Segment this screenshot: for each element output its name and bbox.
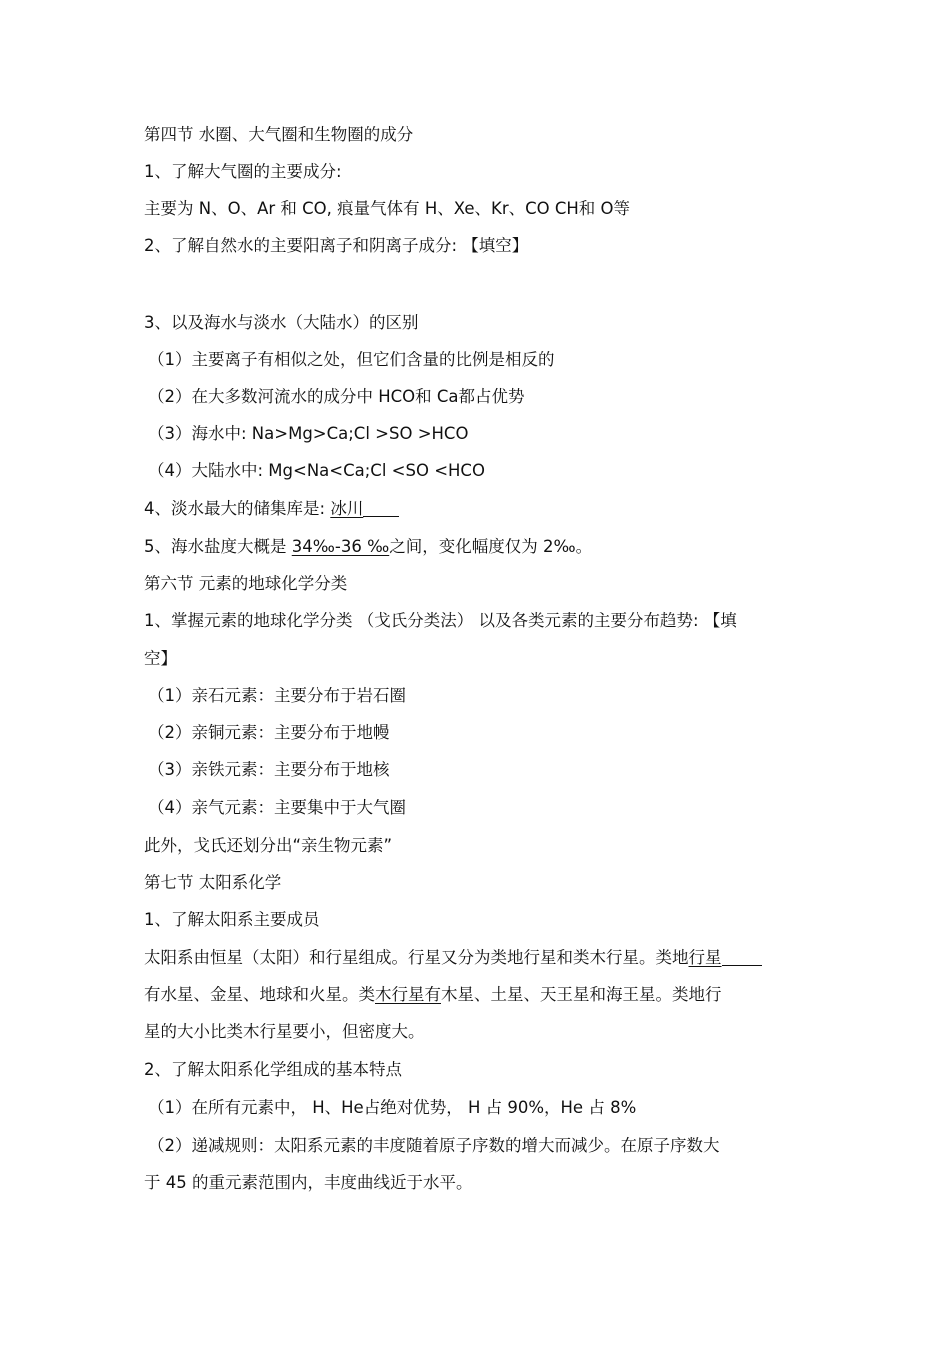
item-3-seawater-freshwater: 3、以及海水与淡水（大陆水）的区别 xyxy=(144,313,419,332)
para-2-underlined: 木行星有 xyxy=(375,985,441,1004)
para-2-text: 有水星、金星、地球和火星。类 xyxy=(144,985,375,1004)
salinity-answer: 34‰-36 ‰ xyxy=(291,537,390,556)
point-3-seawater: （3）海水中: Na>Mg>Ca;Cl >SO >HCO xyxy=(148,424,469,443)
siderophile: （3）亲铁元素：主要分布于地核 xyxy=(148,760,390,779)
chalcophile: （2）亲铜元素：主要分布于地幔 xyxy=(148,723,390,742)
reservoir-label: 4、淡水最大的储集库是: xyxy=(144,499,331,518)
biophile-note: 此外，戈氏还划分出“亲生物元素” xyxy=(144,836,393,855)
salinity-label: 5、海水盐度大概是 xyxy=(144,537,292,556)
point-1-ions: （1）主要离子有相似之处，但它们含量的比例是相反的 xyxy=(148,350,555,369)
atmophile: （4）亲气元素：主要集中于大气圈 xyxy=(148,798,406,817)
item-2-composition: 2、了解太阳系化学组成的基本特点 xyxy=(144,1060,402,1079)
item-4-reservoir xyxy=(144,498,812,520)
section-heading-7: 第七节 太阳系化学 xyxy=(144,873,282,892)
section-heading-6: 第六节 元素的地球化学分类 xyxy=(144,574,348,593)
para-1-underlined: 行星 xyxy=(688,948,722,967)
point-4-continental-water: （4）大陆水中: Mg<Na<Ca;Cl <SO <HCO xyxy=(148,461,485,480)
para-2-rest: 木星、土星、天王星和海王星。类地行 xyxy=(441,985,722,1004)
salinity-rest: 之间，变化幅度仅为 2‰。 xyxy=(389,537,593,556)
point-2-river-water: （2）在大多数河流水的成分中 HCO和 Ca都占优势 xyxy=(148,387,525,406)
decrease-rule-cont: 于 45 的重元素范围内，丰度曲线近于水平。 xyxy=(144,1173,473,1192)
section-heading-4: 第四节 水圈、大气圈和生物圈的成分 xyxy=(144,125,414,144)
item-2-natural-water: 2、了解自然水的主要阳离子和阴离子成分: 【填空】 xyxy=(144,236,529,255)
item-1-atmosphere: 1、了解大气圈的主要成分: xyxy=(144,162,342,181)
decrease-rule: （2）递减规则：太阳系元素的丰度随着原子序数的增大而减少。在原子序数大 xyxy=(148,1136,720,1155)
atmosphere-composition: 主要为 N、O、Ar 和 CO, 痕量气体有 H、Xe、Kr、CO CH和 O等 xyxy=(144,199,631,218)
para-1-underline xyxy=(722,964,762,966)
solar-system-para-3: 星的大小比类木行星要小，但密度大。 xyxy=(144,1022,425,1041)
solar-system-para-1 xyxy=(144,947,812,969)
reservoir-answer: 冰川 xyxy=(330,499,364,518)
para-1-text: 太阳系由恒星（太阳）和行星组成。行星又分为类地行星和类木行星。类地 xyxy=(144,948,689,967)
item-1-solar-system: 1、了解太阳系主要成员 xyxy=(144,910,320,929)
answer-underline xyxy=(363,515,399,517)
lithophile: （1）亲石元素：主要分布于岩石圈 xyxy=(148,686,406,705)
solar-system-para-2 xyxy=(144,984,812,1006)
item-5-salinity xyxy=(144,536,812,558)
item-1-classification-cont: 空】 xyxy=(144,649,177,668)
abundance-h-he: （1）在所有元素中， H、He占绝对优势， H 占 90%，He 占 8% xyxy=(148,1098,637,1117)
item-1-classification: 1、掌握元素的地球化学分类 （戈氏分类法） 以及各类元素的主要分布趋势: 【填 xyxy=(144,611,737,630)
